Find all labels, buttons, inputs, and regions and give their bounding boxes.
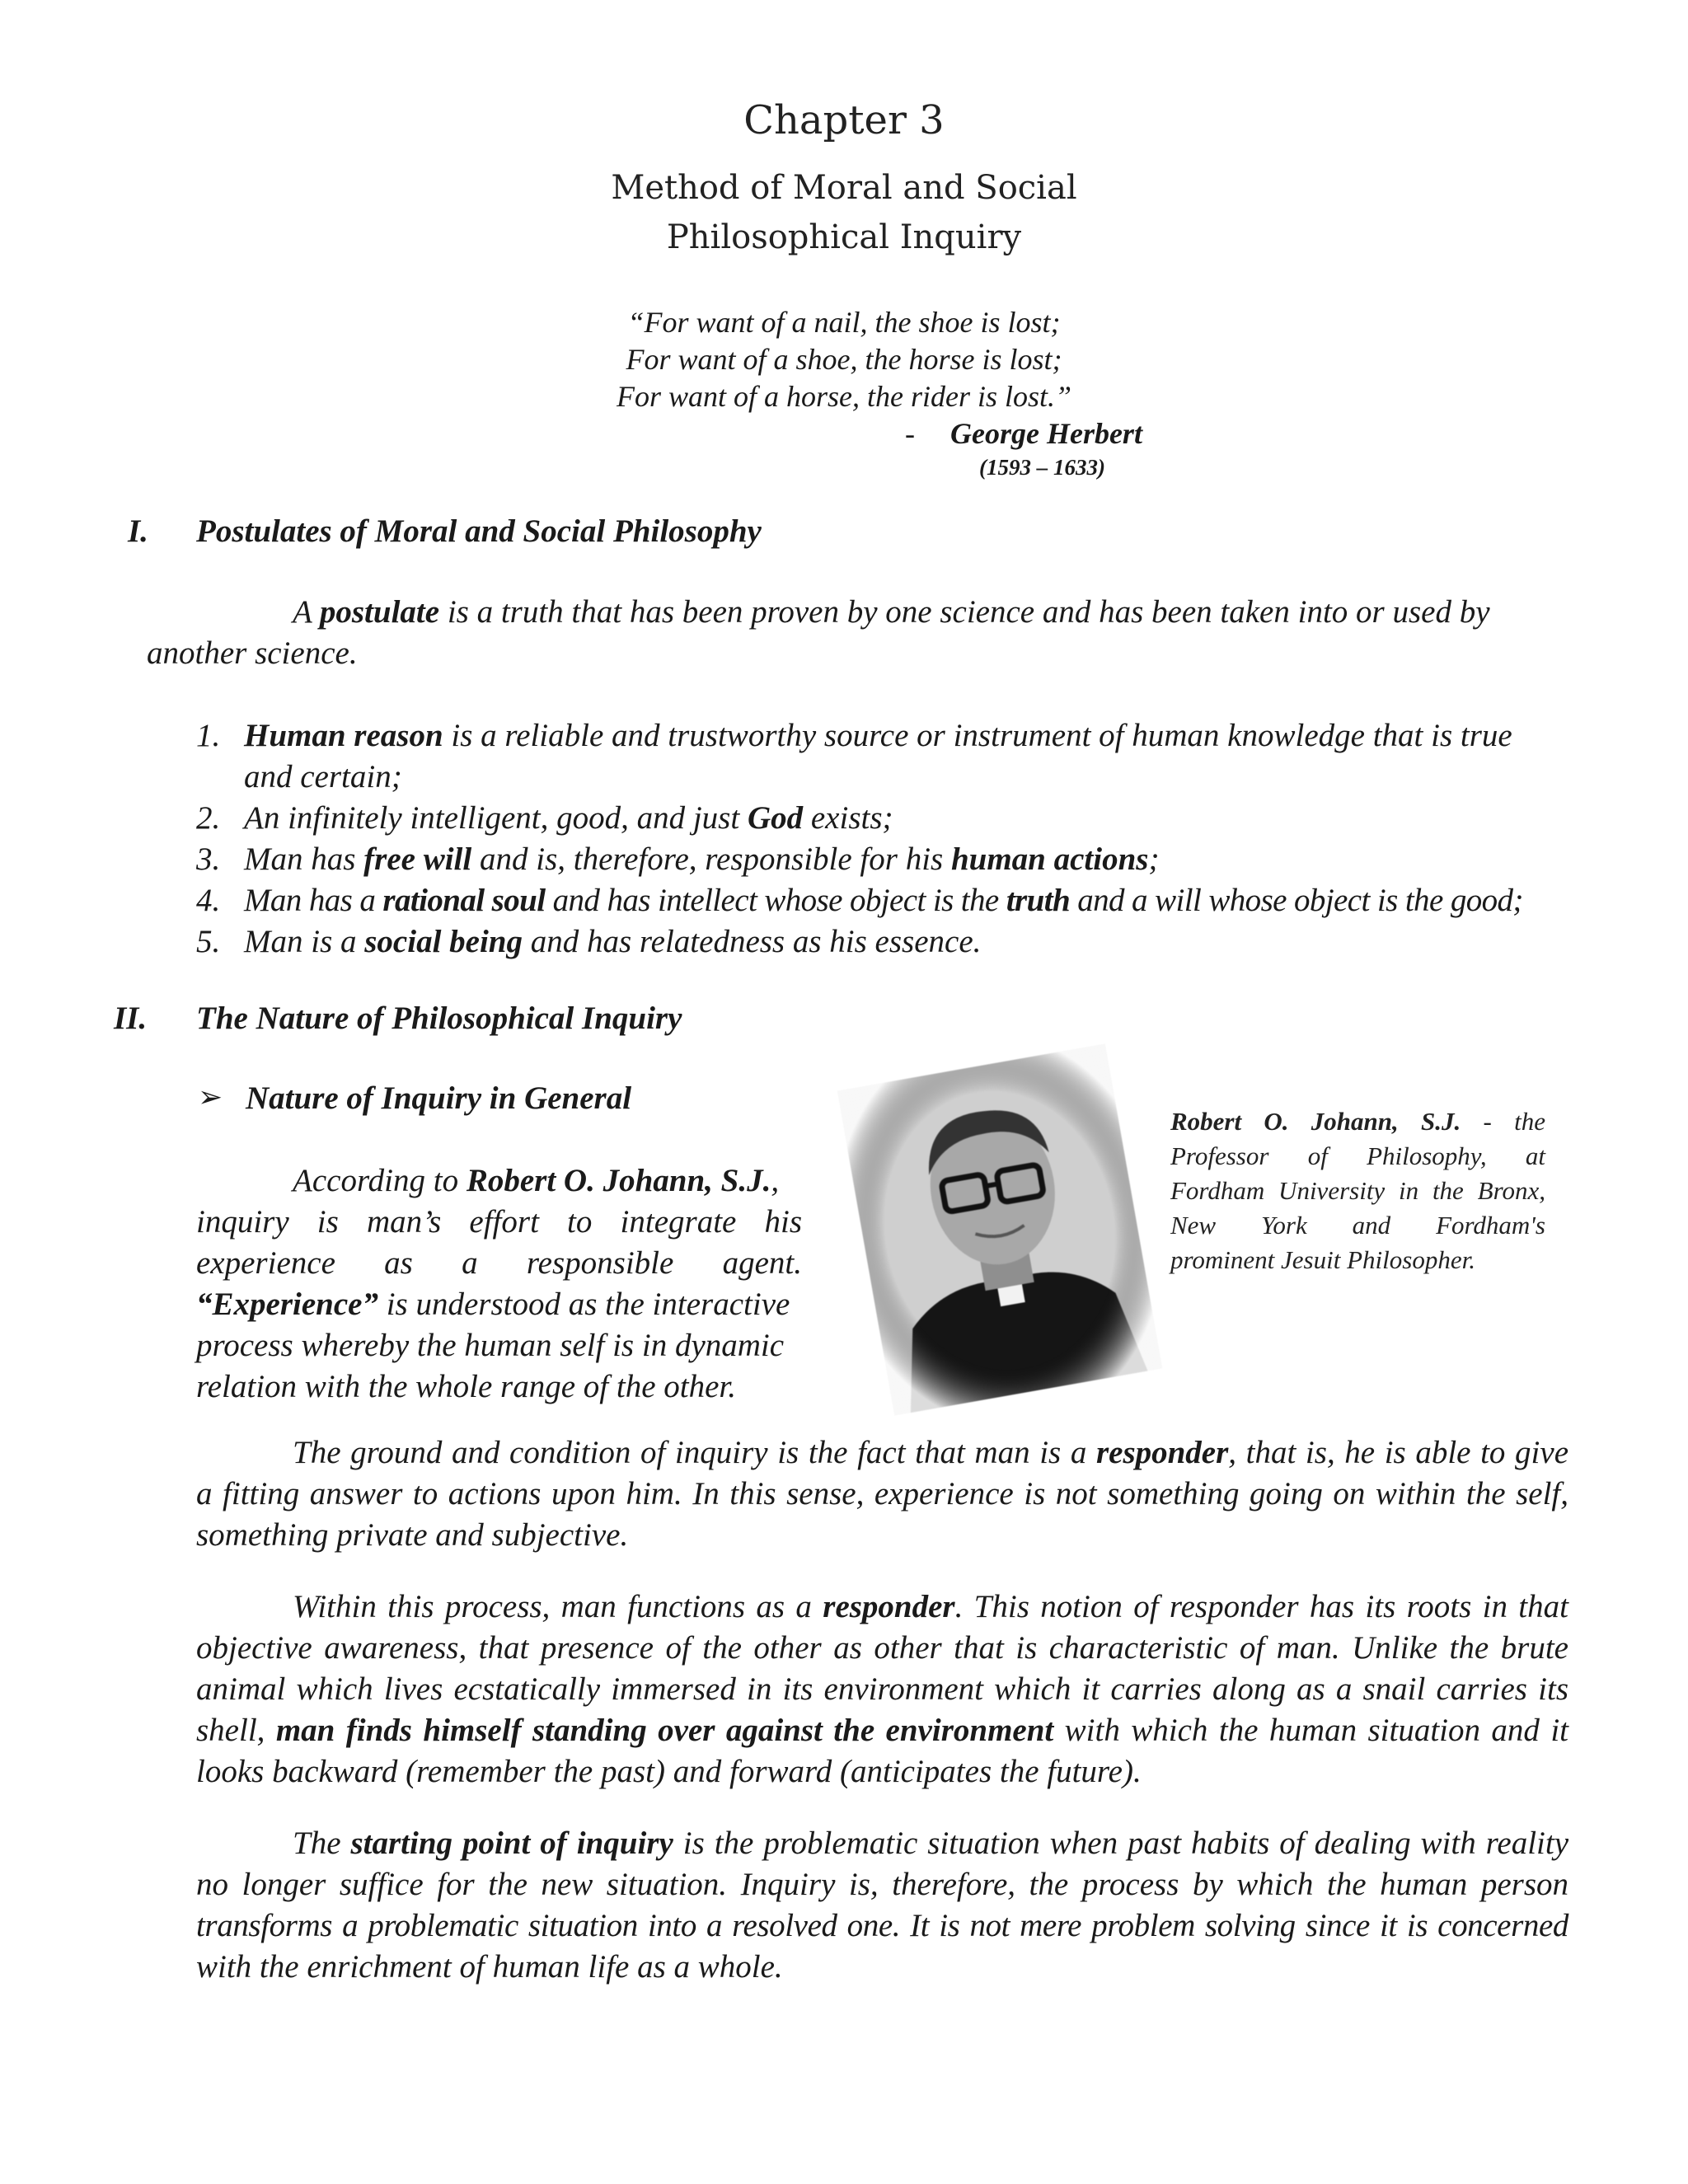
para3-line1: Within this process, man functions as a responder. This notion of responder has its roots in that	[293, 1589, 1568, 1624]
para1-line5: process whereby the human self is in dynamic	[196, 1328, 785, 1363]
para3-line5: looks backward (remember the past) and forward (anticipates the future).	[196, 1754, 1142, 1789]
list-item: 3. Man has free will and is, therefore, responsible for his human actions;	[196, 841, 1160, 877]
photo-caption-line2: Professor of Philosophy, at	[1170, 1141, 1545, 1170]
section-numeral: I.	[128, 513, 148, 549]
epigraph-years: (1593 – 1633)	[979, 455, 1105, 480]
section-heading: The Nature of Philosophical Inquiry	[196, 1001, 682, 1036]
postulate-term: postulate	[319, 594, 440, 630]
para2-line3: something private and subjective.	[196, 1517, 629, 1553]
para3-line4: shell, man finds himself standing over against the environment with which the human situation and it	[196, 1713, 1569, 1748]
epigraph-dash: -	[905, 417, 915, 450]
section-numeral: II.	[114, 1001, 148, 1036]
para4-line1: The starting point of inquiry is the problematic situation when past habits of dealing with reality	[293, 1825, 1569, 1861]
chapter-title-line2: Philosophical Inquiry	[666, 218, 1022, 256]
section-heading: Postulates of Moral and Social Philosophy	[196, 513, 762, 549]
postulate-intro-line2: another science.	[147, 635, 358, 671]
para2-line2: a fitting answer to actions upon him. In this sense, experience is not something going on within the self,	[196, 1476, 1568, 1511]
para4-line4: with the enrichment of human life as a whole.	[196, 1949, 783, 1985]
para1-line2: inquiry is man’s effort to integrate his	[196, 1204, 802, 1240]
list-item: 4. Man has a rational soul and has intellect whose object is the truth and a will whose object is the good;	[196, 883, 1523, 918]
photo-caption-line4: New York and Fordham's	[1170, 1211, 1545, 1240]
list-item: 5. Man is a social being and has relatedness as his essence.	[196, 924, 982, 959]
epigraph-line: For want of a shoe, the horse is lost;	[626, 343, 1062, 376]
author-name: Robert O. Johann, S.J.	[466, 1163, 771, 1198]
para1-line3: experience as a responsible agent.	[196, 1245, 802, 1281]
para2-line1: The ground and condition of inquiry is the fact that man is a responder, that is, he is able to give	[293, 1435, 1569, 1470]
subheading: Nature of Inquiry in General	[246, 1080, 632, 1116]
chapter-label: Chapter 3	[743, 97, 945, 143]
para3-line2: objective awareness, that presence of the other as other that is characteristic of man. Unlike the brute	[196, 1630, 1568, 1666]
postulate-intro-line1: A postulate is a truth that has been proven by one science and has been taken into or used by	[293, 594, 1490, 630]
arrow-bullet-icon: ➢	[198, 1080, 223, 1113]
para4-line2: no longer suffice for the new situation. Inquiry is, therefore, the process by which the human person	[196, 1867, 1568, 1902]
para1-line1: According to Robert O. Johann, S.J.,	[293, 1163, 780, 1198]
photo-caption-line3: Fordham University in the Bronx,	[1170, 1176, 1545, 1205]
para3-line3: animal which lives ecstatically immersed in its environment which it carries along as a snail carries its	[196, 1671, 1568, 1707]
para4-line3: transforms a problematic situation into a resolved one. It is not mere problem solving since it is concerned	[196, 1908, 1568, 1943]
list-item: 2. An infinitely intelligent, good, and just God exists;	[196, 800, 893, 836]
para1-line6: relation with the whole range of the other.	[196, 1369, 737, 1404]
epigraph-line: For want of a horse, the rider is lost.”	[616, 380, 1072, 413]
portrait-photo	[837, 1043, 1162, 1415]
epigraph-line: “For want of a nail, the shoe is lost;	[627, 306, 1061, 339]
para1-line4: “Experience” is understood as the interactive	[196, 1286, 790, 1322]
photo-caption-line5: prominent Jesuit Philosopher.	[1170, 1245, 1475, 1274]
portrait-illustration	[837, 1043, 1162, 1415]
photo-caption-line1: Robert O. Johann, S.J. - the	[1170, 1107, 1545, 1136]
chapter-title-line1: Method of Moral and Social	[611, 169, 1077, 207]
list-item: 1. Human reason is a reliable and trustworthy source or instrument of human knowledge that is true and certain;	[196, 718, 1512, 794]
epigraph-author: George Herbert	[950, 417, 1142, 450]
